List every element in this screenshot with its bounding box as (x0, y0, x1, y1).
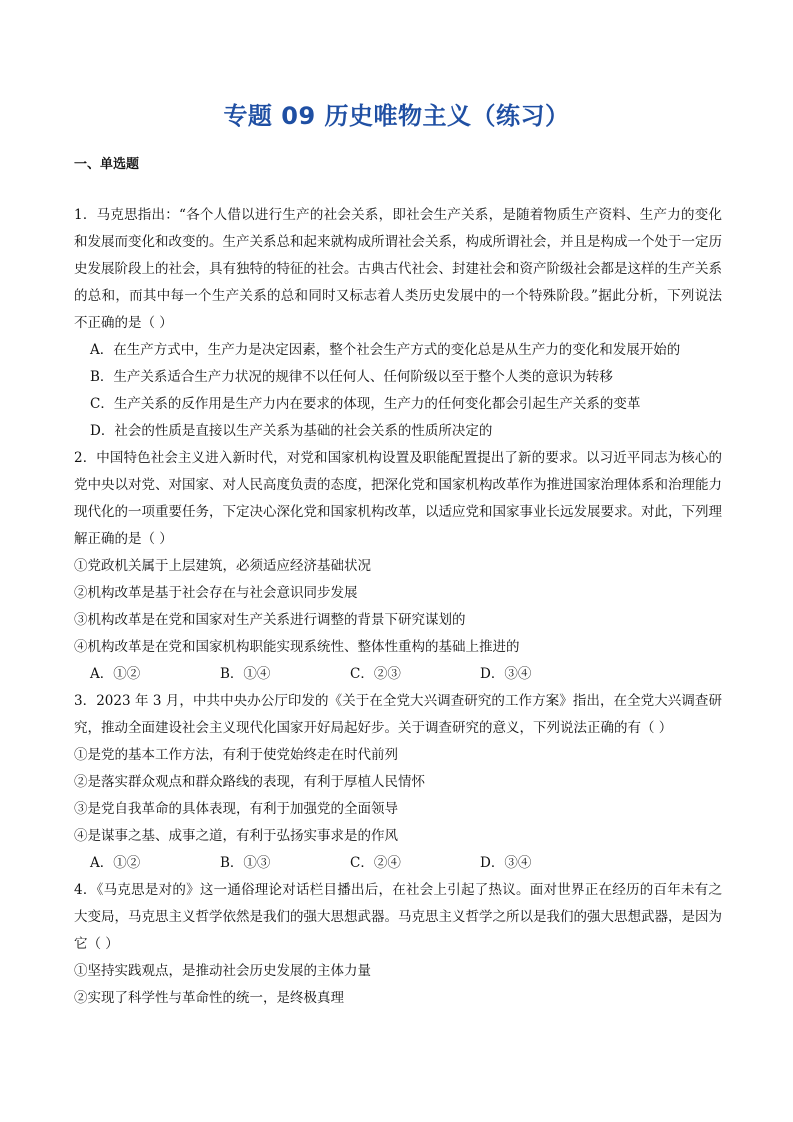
question-2-stem: 2．中国特色社会主义进入新时代，对党和国家机构设置及职能配置提出了新的要求。以习近平同志为核心的党中央以对党、对国家、对人民高度负责的态度，把深化党和国家机构改革作为推进国家治理体系和治理能力现代化的一项重要任务，下定决心深化党和国家机构改革，以适应党和国家事业长远发展要求。对此，下列理解正确的是（ ） (74, 450, 722, 547)
page-title: 专题 09 历史唯物主义（练习） (223, 102, 570, 130)
question-1-stem: 1．马克思指出：“各个人借以进行生产的社会关系，即社会生产关系，是随着物质生产资料、生产力的变化和发展而变化和改变的。生产关系总和起来就构成所谓社会关系，构成所谓社会，并且是构成一个处于一定历史发展阶段上的社会，具有独特的特征的社会。古典古代社会、封建社会和资产阶级社会都是这样的生产关系的总和，而其中每一个生产关系的总和同时又标志着人类历史发展中的一个特殊阶段。”据此分析，下列说法不正确的是（ ） (74, 207, 722, 331)
question-1-option-a: A．在生产方式中，生产力是决定因素，整个社会生产方式的变化总是从生产力的变化和发展开始的 (90, 342, 681, 358)
section-heading: 一、单选题 (74, 157, 140, 172)
question-1-option-d: D．社会的性质是直接以生产关系为基础的社会关系的性质所决定的 (90, 423, 493, 439)
question-2-statement-3: ③机构改革是在党和国家对生产关系进行调整的背景下研究谋划的 (74, 612, 466, 628)
question-1-option-b: B．生产关系适合生产力状况的规律不以任何人、任何阶级以至于整个人类的意识为转移 (90, 369, 613, 385)
question-4-statement-2: ②实现了科学性与革命性的统一，是终极真理 (74, 990, 344, 1006)
question-3-statement-1: ①是党的基本工作方法，有利于使党始终走在时代前列 (74, 747, 398, 763)
question-3-statement-4: ④是谋事之基、成事之道，有利于弘扬实事求是的作风 (74, 828, 398, 844)
question-2-statement-2: ②机构改革是基于社会存在与社会意识同步发展 (74, 585, 358, 601)
question-2-option-c: C．②③ (350, 666, 401, 682)
question-3-statement-2: ②是落实群众观点和群众路线的表现，有利于厚植人民情怀 (74, 774, 425, 790)
question-3-option-d: D．③④ (480, 855, 532, 871)
question-3-stem: 3．2023 年 3 月，中共中央办公厅印发的《关于在全党大兴调查研究的工作方案》指出，在全党大兴调查研究，推动全面建设社会主义现代化国家开好局起好步。关于调查研究的意义，下列说法正确的有（ ） (74, 693, 722, 736)
question-3-options (74, 850, 722, 877)
question-3-option-a: A．①② (90, 855, 141, 871)
question-3-option-c: C．②④ (350, 855, 401, 871)
question-1-option-c: C．生产关系的反作用是生产力内在要求的体现，生产力的任何变化都会引起生产关系的变革 (90, 396, 641, 412)
question-body (74, 202, 722, 1012)
question-2-options (74, 661, 722, 688)
question-4-stem: 4．《马克思是对的》这一通俗理论对话栏目播出后，在社会上引起了热议。面对世界正在经历的百年未有之大变局，马克思主义哲学依然是我们的强大思想武器。马克思主义哲学之所以是我们的强大思想武器，是因为它（ ） (74, 882, 722, 952)
question-2-option-d: D．③④ (480, 666, 532, 682)
question-4-statement-1: ①坚持实践观点，是推动社会历史发展的主体力量 (74, 963, 371, 979)
question-3-statement-3: ③是党自我革命的具体表现，有利于加强党的全面领导 (74, 801, 398, 817)
question-2-option-b: B．①④ (220, 666, 271, 682)
question-2-statement-4: ④机构改革是在党和国家机构职能实现系统性、整体性重构的基础上推进的 (74, 639, 520, 655)
question-2-option-a: A．①② (90, 666, 141, 682)
question-2-statement-1: ①党政机关属于上层建筑，必须适应经济基础状况 (74, 558, 371, 574)
question-3-option-b: B．①③ (220, 855, 271, 871)
